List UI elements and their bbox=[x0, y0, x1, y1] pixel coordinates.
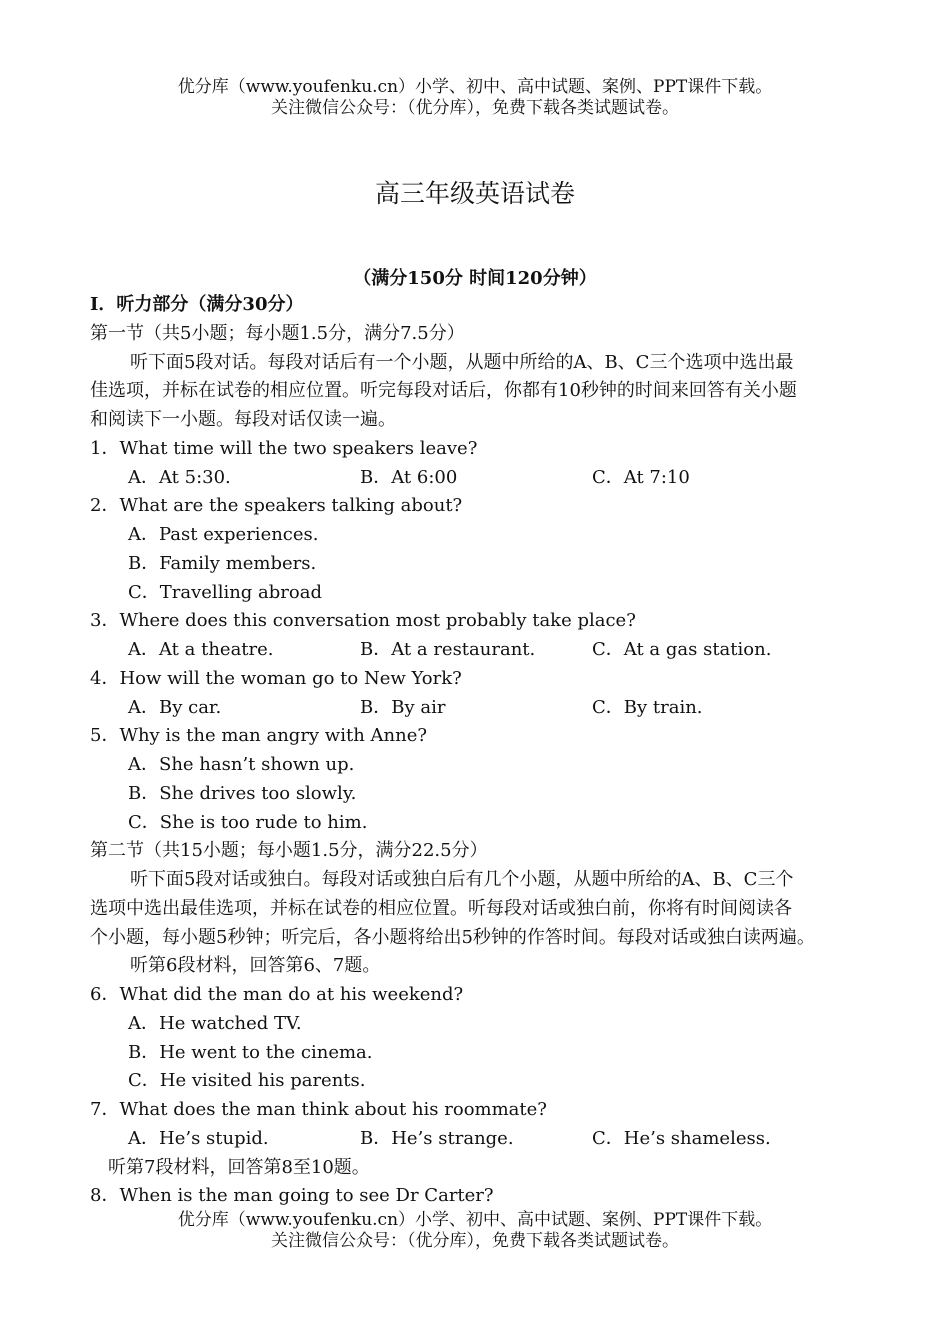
question-4-option-b: B．By air bbox=[360, 696, 446, 718]
part1-heading: Ⅰ．听力部分（满分30分） bbox=[90, 294, 304, 315]
footer-line-2: 关注微信公众号：（优分库），免费下载各类试题试卷。 bbox=[271, 1231, 679, 1251]
question-2-option-b: B．Family members. bbox=[128, 552, 317, 574]
page-footer bbox=[0, 1210, 950, 1252]
section2-instr-2: 选项中选出最佳选项，并标在试卷的相应位置。听每段对话或独白前，你将有时间阅读各 bbox=[90, 897, 792, 919]
page-header bbox=[0, 77, 950, 119]
exam-title: 高三年级英语试卷 bbox=[374, 179, 575, 208]
question-6-option-c: C．He visited his parents. bbox=[128, 1070, 366, 1092]
section2-heading: 第二节（共15小题；每小题1.5分，满分22.5分） bbox=[90, 840, 488, 862]
question-5-stem: 5．Why is the man angry with Anne? bbox=[90, 725, 428, 747]
question-7-option-b: B．He’s strange. bbox=[360, 1127, 514, 1149]
question-8-stem: 8．When is the man going to see Dr Carter? bbox=[90, 1185, 494, 1207]
section1-heading: 第一节（共5小题；每小题1.5分，满分7.5分） bbox=[90, 322, 465, 344]
question-7-option-c: C．He’s shameless. bbox=[592, 1127, 771, 1149]
question-7-options bbox=[90, 1125, 875, 1154]
footer-line-1: 优分库（www.youfenku.cn）小学、初中、高中试题、案例、PPT课件下载。 bbox=[177, 1210, 773, 1230]
section1-instr-1: 听下面5段对话。每段对话后有一个小题，从题中所给的A、B、C三个选项中选出最 bbox=[130, 351, 794, 373]
section1-instr-2: 佳选项，并标在试卷的相应位置。听完每段对话后，你都有10秒钟的时间来回答有关小题 bbox=[90, 380, 797, 402]
question-6-stem: 6．What did the man do at his weekend? bbox=[90, 984, 464, 1005]
section2-instr-1: 听下面5段对话或独白。每段对话或独白后有几个小题，从题中所给的A、B、C三个 bbox=[130, 869, 794, 890]
exam-content bbox=[90, 291, 875, 1211]
header-line-2: 关注微信公众号：（优分库），免费下载各类试题试卷。 bbox=[271, 98, 679, 118]
question-4-options bbox=[90, 694, 875, 723]
question-6-option-a: A．He watched TV. bbox=[128, 1012, 302, 1034]
section1-instr-3: 和阅读下一小题。每段对话仅读一遍。 bbox=[90, 409, 396, 430]
question-4-option-a: A．By car. bbox=[128, 696, 222, 718]
question-1-option-c: C．At 7:10 bbox=[592, 466, 690, 488]
question-4-option-c: C．By train. bbox=[592, 696, 703, 718]
question-3-option-b: B．At a restaurant. bbox=[360, 639, 536, 660]
question-5-option-c: C．She is too rude to him. bbox=[128, 811, 368, 833]
question-2-option-a: A．Past experiences. bbox=[128, 524, 319, 545]
question-6-option-b: B．He went to the cinema. bbox=[128, 1041, 373, 1063]
material-7-note: 听第7段材料，回答第8至10题。 bbox=[108, 1156, 370, 1178]
question-1-stem: 1．What time will the two speakers leave? bbox=[90, 437, 478, 459]
header-line-1: 优分库（www.youfenku.cn）小学、初中、高中试题、案例、PPT课件下载。 bbox=[177, 77, 773, 97]
material-6-note: 听第6段材料，回答第6、7题。 bbox=[130, 955, 381, 977]
question-2-stem: 2．What are the speakers talking about? bbox=[90, 495, 463, 517]
question-2-option-c: C．Travelling abroad bbox=[128, 581, 322, 603]
question-5-option-b: B．She drives too slowly. bbox=[128, 782, 357, 804]
question-4-stem: 4．How will the woman go to New York? bbox=[90, 667, 462, 689]
exam-subtitle: （满分150分 时间120分钟） bbox=[353, 268, 597, 289]
question-3-option-a: A．At a theatre. bbox=[128, 639, 274, 660]
question-1-option-b: B．At 6:00 bbox=[360, 466, 458, 488]
question-1-option-a: A．At 5:30. bbox=[128, 466, 231, 488]
question-7-stem: 7．What does the man think about his roommate? bbox=[90, 1099, 547, 1120]
section2-instr-3: 个小题，每小题5秒钟；听完后，各小题将给出5秒钟的作答时间。每段对话或独白读两遍。 bbox=[90, 926, 815, 948]
question-3-options bbox=[90, 636, 875, 665]
question-3-option-c: C．At a gas station. bbox=[592, 639, 772, 660]
question-7-option-a: A．He’s stupid. bbox=[128, 1127, 269, 1149]
question-3-stem: 3．Where does this conversation most probably take place? bbox=[90, 610, 636, 632]
question-5-option-a: A．She hasn’t shown up. bbox=[128, 754, 355, 775]
question-1-options bbox=[90, 464, 875, 493]
